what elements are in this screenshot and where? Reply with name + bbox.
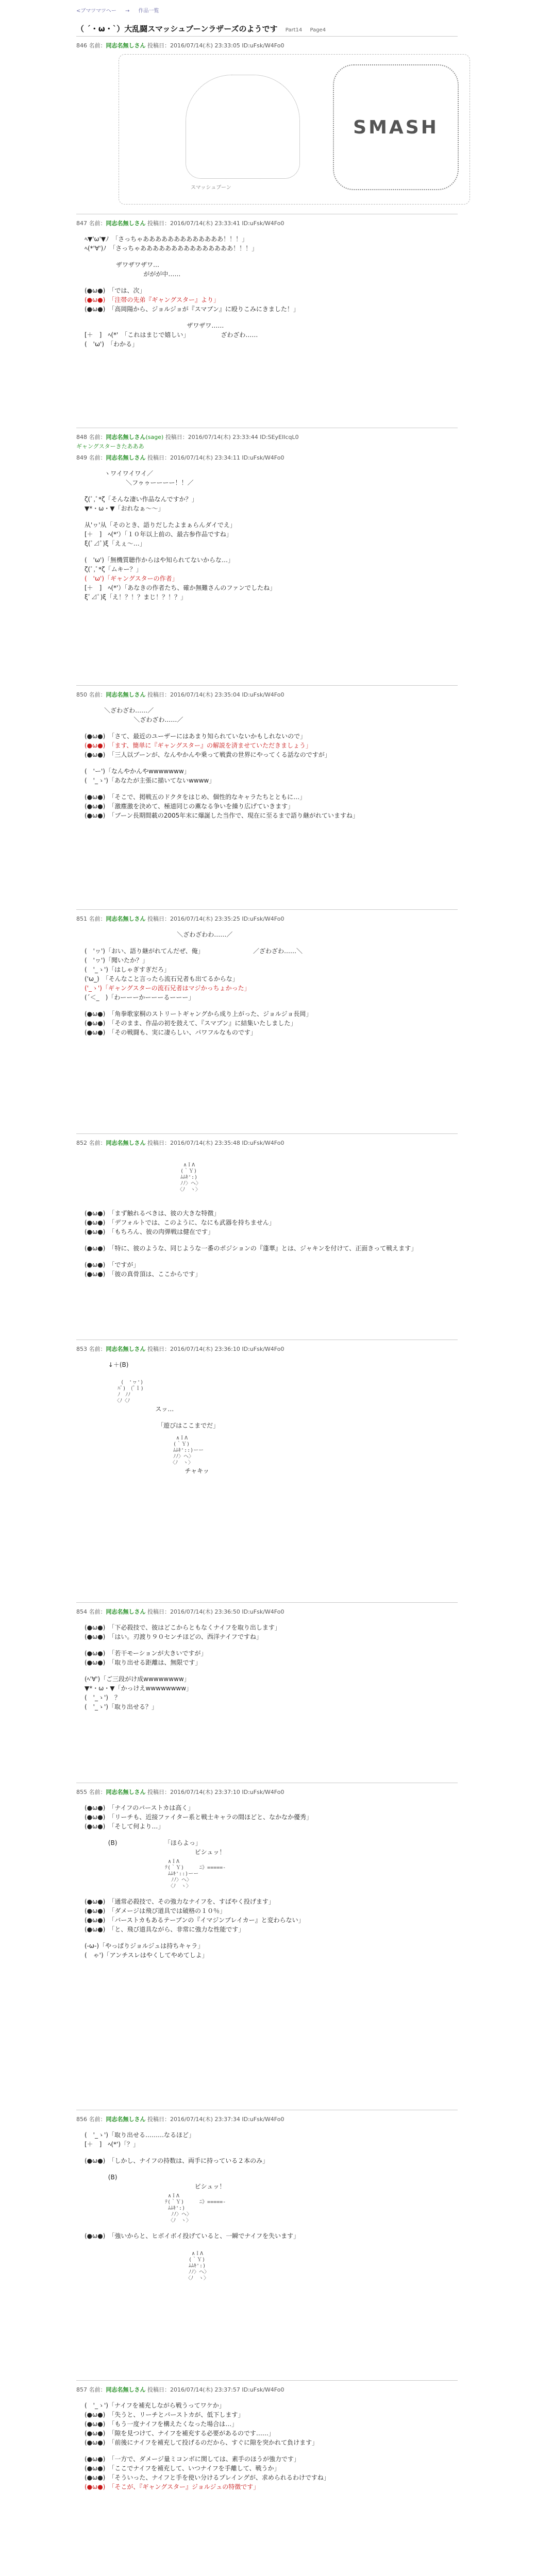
name-label: 名前： — [89, 42, 106, 49]
post-line: ＼ざわざわ……／ — [85, 716, 183, 723]
post-848 — [76, 433, 458, 450]
divider — [76, 36, 458, 37]
post-line: ( 'ヮ')「聞いたか？」 — [85, 957, 148, 964]
poster-name: 同志名無しさん — [106, 1346, 146, 1352]
post-line: ( ゃ')「アンチスレはやくしてやめてしよ」 — [85, 1952, 208, 1959]
post-855 — [76, 1788, 458, 1960]
post-line: (●ω●) 「注帯の先弟『ギャングスター』より」 — [85, 296, 220, 303]
post-857 — [76, 2385, 458, 2492]
post-line: (●ω●) 「若干モーションが大きいですが」 — [85, 1650, 207, 1657]
post-line: ザワザワ…… — [85, 322, 224, 329]
post-number: 850 — [76, 691, 87, 698]
post-header — [76, 1607, 458, 1616]
post-line: (●ω●) 「その戦闘も、実に凄らしい、パワフルなものです」 — [85, 1029, 257, 1036]
poster-name: 同志名無しさん — [106, 2386, 146, 2393]
divider — [76, 909, 458, 910]
post-id[interactable]: ID:uFsk/W4Fo0 — [242, 2386, 284, 2393]
post-header — [76, 1139, 458, 1147]
post-header — [76, 914, 458, 923]
post-line: 从'ヮ'从「そのとき、語りだしたよまぁらんダイでえ」 — [85, 521, 236, 529]
post-id[interactable]: ID:uFsk/W4Fo0 — [242, 691, 284, 698]
post-line: (●ω●) 「バーストカもあるテーブンの『イマジンブレイカー』と変わらない」 — [85, 1917, 305, 1924]
post-line: (●ω●) 「通常必殺技で、その強力なナイフを、すばやく投げます」 — [85, 1898, 275, 1905]
post-line: (●ω●) 「もう一度ナイフを構えたくなった場合は…」 — [85, 2420, 238, 2428]
post-date: 投稿日：2016/07/14(木) 23:35:25 — [147, 916, 240, 922]
post-body — [85, 1360, 458, 1476]
name-label: 名前： — [89, 1140, 106, 1146]
post-number: 852 — [76, 1140, 87, 1146]
post-854 — [76, 1607, 458, 1711]
post-body — [85, 930, 458, 1037]
post-line: ξ(ﾟ⊿ﾟ)ξ「えぇ～…」 — [85, 540, 146, 547]
ascii-art-character: ∧ＩΛ (｀Ｙ) ﾑﾑｷ':) ﾉﾉ〉ヘ〉 〈ﾉ ヽ〉 — [177, 1162, 202, 1193]
post-date: 投稿日：2016/07/14(木) 23:33:05 — [147, 42, 240, 49]
post-body — [85, 469, 458, 602]
post-line: (●ω●) 「一方で、ダメージ量ミコンボに関しては、素手のほうが強力です」 — [85, 2455, 300, 2463]
nav-separator: → — [125, 8, 130, 14]
post-id[interactable]: ID:uFsk/W4Fo0 — [242, 220, 284, 227]
post-id[interactable]: ID:uFsk/W4Fo0 — [242, 2116, 284, 2123]
post-line: (B) — [85, 2174, 118, 2181]
post-line: ( '_ゝ')「取り出せる？」 — [85, 1703, 158, 1710]
post-line: ザワザワザワ… — [85, 261, 160, 268]
post-line: (●ω●) 「隙を見つけて、ナイフを補充する必要があるのです……」 — [85, 2430, 275, 2437]
post-reply-text: ギャングスターきたあああ — [76, 443, 144, 450]
post-line: (´＜_ )「わーーーかーーーるーーー」 — [85, 994, 195, 1001]
post-line: ががが中…… — [85, 270, 181, 278]
post-body — [85, 706, 458, 820]
ascii-art-character: ∧ＩΛ (｀Ｙ) ﾑﾑｷ':) ﾉﾉ〉ヘ〉 〈ﾉ ヽ〉 — [186, 2251, 210, 2281]
post-line: (ﾍ'∀')「ご三段がけ成wwwwwwww」 — [85, 1675, 190, 1683]
name-label: 名前： — [89, 691, 106, 698]
breadcrumb — [76, 6, 166, 14]
ascii-art-character: ∧ＩΛ ﾃ(｀Ｙ) ﾆ》=====- ﾑﾑｷ':) ﾉﾉ〉ヘ〉 〈ﾉ ヽ〉 — [165, 2193, 226, 2224]
post-line: (●ω●) 「高岡陽から、ジョルジョが『スマブン』に殴りこみにきました！」 — [85, 306, 299, 313]
post-header — [76, 453, 458, 462]
ascii-art-character: ∧ＩΛ (｀Ｙ) ﾑﾑｷ'::)ーー ﾉﾉ〉ヘ〉 〈ﾉ ヽ〉 — [170, 1435, 204, 1466]
post-line: (●ω●) 「しかし、ナイフの持数は、両手に持っている２本のみ」 — [85, 2157, 269, 2164]
post-line: (●ω●) 「角拳歌家桐のストリートギャングから成り上がった、ジョルジョ長岡」 — [85, 1010, 312, 1018]
post-line: ( 'ω')「無機質聴作からはや知られてないからな…」 — [85, 556, 234, 564]
name-label: 名前： — [89, 1346, 106, 1352]
post-number: 851 — [76, 916, 87, 922]
post-number: 857 — [76, 2386, 87, 2393]
divider — [76, 1133, 458, 1134]
post-number: 846 — [76, 42, 87, 49]
post-847 — [76, 219, 458, 349]
post-line: ▼*・ω・▼「かっけえwwwwwwww」 — [85, 1685, 193, 1692]
post-line: ( '_ゝ')「あなたが主張に描いてないwwww」 — [85, 777, 215, 784]
poster-name: 同志名無しさん — [106, 1140, 146, 1146]
poster-name: 同志名無しさん — [106, 691, 146, 698]
post-line: ζ(ﾟ,ﾟ*ζ「ムキー？」 — [85, 566, 142, 573]
post-date: 投稿日：2016/07/14(木) 23:37:10 — [147, 1789, 240, 1795]
ascii-art-character: ∧ＩΛ ﾃ(｀Ｙ) ﾆ》=====- ﾑﾑｷ'::)ーー ﾉﾉ〉ヘ〉 〈ﾉ ヽ〉 — [165, 1859, 226, 1889]
sage-tag: (sage) — [145, 434, 164, 440]
post-line: (●ω●) 「そこで、掲戦五のドクタをはじめ、個性的なキャラたちとともに…」 — [85, 793, 306, 801]
name-label: 名前： — [89, 2386, 106, 2393]
post-line: ﾍ▼'ω'▼ﾉ 「さっちゃあああああああああああああ！！！」 — [85, 235, 248, 243]
post-850 — [76, 690, 458, 820]
post-851 — [76, 914, 458, 1037]
page-label[interactable]: Page4 — [310, 27, 326, 33]
post-date: 投稿日：2016/07/14(木) 23:33:41 — [147, 220, 240, 227]
post-line: ﾍ(*'∀')ﾉ 「さっちゃあああああああああああああああ！！！」 — [85, 245, 258, 252]
post-line: ζ(ﾟ,ﾟ*ζ「そんな凄い作品なんですか？」 — [85, 496, 198, 503]
post-line: ↓＋(B) — [85, 1361, 129, 1368]
post-line: ( 'ー')「なんやかんやwwwwwww」 — [85, 768, 190, 775]
post-line: ▼*・ω・▼「おれなぁ～～」 — [85, 505, 164, 512]
post-line: (●ω●) 「彼の真骨頂は、ここからです」 — [85, 1270, 202, 1278]
nav-list-link[interactable]: 作品一覧 — [138, 8, 159, 14]
post-number: 856 — [76, 2116, 87, 2123]
post-number: 849 — [76, 454, 87, 461]
post-line: ( '_ゝ')「はしゃぎすぎだろ」 — [85, 966, 170, 973]
post-body — [85, 2401, 458, 2492]
post-body — [85, 1209, 458, 1279]
post-id[interactable]: ID:uFsk/W4Fo0 — [242, 1346, 284, 1352]
post-date: 投稿日：2016/07/14(木) 23:37:34 — [147, 2116, 240, 2123]
post-line: [＋ ] ﾍ(*' 「これはまじで嬉しい」 ざわざわ…… — [85, 331, 258, 338]
post-line: チャキッ — [85, 1467, 209, 1475]
post-header — [76, 2385, 458, 2394]
post-line: ( 'ヮ')「おい、語り継がれてんだぜ、俺」 ／ざわざわ……＼ — [85, 947, 303, 955]
nav-home-link[interactable]: <ブマツマツヘー — [76, 8, 116, 14]
post-line: (●ω●) 「そういった、ナイフと手を使い分けるプレイングが、求められるわけですね」 — [85, 2474, 330, 2481]
name-label: 名前： — [89, 434, 106, 440]
post-line: ( 'ω')「ギャングスターの作者」 — [85, 575, 178, 582]
post-852 — [76, 1139, 458, 1279]
name-label: 名前： — [89, 220, 106, 227]
divider — [76, 685, 458, 686]
post-date: 投稿日：2016/07/14(木) 23:37:57 — [147, 2386, 240, 2393]
post-date: 投稿日：2016/07/14(木) 23:35:48 — [147, 1140, 240, 1146]
name-label: 名前： — [89, 1789, 106, 1795]
post-date: 投稿日：2016/07/14(木) 23:36:50 — [147, 1608, 240, 1615]
name-label: 名前： — [89, 1608, 106, 1615]
post-line: ＼ざわざわわ……／ — [85, 931, 233, 938]
post-header — [76, 219, 458, 227]
ascii-art-caption: スマッシュブーン — [191, 185, 231, 191]
ascii-art-character — [186, 75, 300, 179]
thread-title: （ ´・ω・`）大乱闘スマッシュブーンラザーズのようです — [76, 24, 278, 33]
post-date: 投稿日：2016/07/14(木) 23:34:11 — [147, 454, 240, 461]
post-line: (●ω●) 「リーチも、近接ファイター系と戦士キャラの間ほどと、なかなか優秀」 — [85, 1814, 313, 1821]
name-label: 名前： — [89, 454, 106, 461]
post-date: 投稿日：2016/07/14(木) 23:36:10 — [147, 1346, 240, 1352]
name-label: 名前： — [89, 916, 106, 922]
post-line: (●ω●) 「特に、彼のような、同じような一番のポジションの『蓬華』とは、ジャキンを付けて、正面きって戦えます」 — [85, 1245, 417, 1252]
post-header — [76, 433, 458, 441]
post-id[interactable]: ID:uFsk/W4Fo0 — [242, 42, 284, 49]
ascii-art-logo: SMASH — [333, 64, 459, 190]
ascii-art-banner — [88, 54, 469, 209]
post-line: (●ω●) 「失うと、リーチとパーストカが、低下します」 — [85, 2411, 244, 2418]
poster-name: 同志名無しさん — [106, 454, 146, 461]
post-line: (●ω●) 「三人以ブーンが、なんやかんや乗って戦貴の世界にやってくる話なのですが」 — [85, 751, 331, 758]
post-line: [＋ ] ﾍ(*')「？」 — [85, 2141, 140, 2148]
post-number: 855 — [76, 1789, 87, 1795]
post-line: スッ… — [85, 1405, 174, 1413]
part-label[interactable]: Part14 — [285, 27, 303, 33]
post-line: (●ω●) 「さて、最近のユーザーにはあまり知られていないかもしれないので」 — [85, 733, 307, 740]
post-id[interactable]: ID:uFsk/W4Fo0 — [242, 1608, 284, 1615]
post-line: (●ω●) 「ナイフのバーストカは高く」 — [85, 1804, 194, 1811]
ascii-art-character: ( 'ヮ') ﾊﾞ) (ﾞｌ) ﾉ ﾉﾉ 〈ﾉ〈ﾉ — [114, 1380, 144, 1404]
post-line: ビシュッ！ — [85, 1849, 226, 1856]
post-line: ξﾟ⊿ﾟ)ξ「え！？！？まじ！？！？」 — [85, 594, 187, 601]
post-line: ヽワイワイワイ／ — [85, 470, 154, 477]
post-header — [76, 41, 458, 49]
post-date: 投稿日：2016/07/14(木) 23:33:44 — [165, 434, 258, 440]
post-849 — [76, 453, 458, 602]
post-line: ( '_ゝ')「ナイフを補充しながら戦うってワケか」 — [85, 2402, 225, 2409]
post-id[interactable]: ID:uFsk/W4Fo0 — [242, 1789, 284, 1795]
post-line: (●ω●) 「ブーン長期間載の2005年末に爆誕した当作で、現在に至るまで語り継がれていますね」 — [85, 812, 359, 819]
post-line: (B) 「ほらよっ」 — [85, 1839, 202, 1846]
post-line: ( '_ゝ')「取り出せる………なるほど」 — [85, 2131, 195, 2139]
post-line: (●ω●) 「デフォルトでは、このように、なにも武器を持ちません」 — [85, 1219, 275, 1226]
post-line: ビシュッ！ — [85, 2183, 226, 2190]
post-line: (●ω●) 「ダメージは飛び道具では破格の１０％」 — [85, 1907, 226, 1914]
post-id[interactable]: ID:uFsk/W4Fo0 — [242, 916, 284, 922]
poster-name: 同志名無しさん — [106, 220, 146, 227]
post-body — [85, 2130, 458, 2282]
post-line: (●ω●) 「と、飛び道具ながら、非常に強力な性能です」 — [85, 1926, 245, 1933]
post-id[interactable]: ID:uFsk/W4Fo0 — [242, 454, 284, 461]
post-line: ( 'ω') 「わかる」 — [85, 341, 139, 348]
post-line: (●ω●) 「ます、簡単に『ギャングスター』の解説を済ませていただきましょう」 — [85, 742, 312, 749]
post-line: ( '_ゝ') ？ — [85, 1694, 121, 1701]
poster-name: 同志名無しさん — [106, 1608, 146, 1615]
poster-name: 同志名無しさん — [106, 1789, 146, 1795]
post-header — [76, 1788, 458, 1796]
post-number: 848 — [76, 434, 87, 440]
post-line: (●ω●) 「ここでナイフを補充して、いつナイフを手離して、戦うか」 — [85, 2465, 280, 2472]
post-body — [85, 234, 458, 349]
post-line: (●ω●) 「強いからと、ヒボイボイ投げていると、一瞬でナイフを失います」 — [85, 2232, 300, 2240]
post-853 — [76, 1345, 458, 1476]
page-title — [76, 23, 326, 34]
divider — [76, 1602, 458, 1603]
post-id[interactable]: ID:uFsk/W4Fo0 — [242, 1140, 284, 1146]
post-846 — [76, 41, 458, 49]
post-line: ＼ざわざわ……／ — [85, 707, 154, 714]
post-line: ＼フゥゥーーーー！！／ — [85, 479, 194, 486]
post-number: 847 — [76, 220, 87, 227]
post-line: (●ω●) 「そのまま、作品の初を鼓えて、『スマブン』に結集いたしました」 — [85, 1020, 297, 1027]
post-line: ('ω_) 「そんなこと言ったら流石兄者も出てるからな」 — [85, 975, 239, 982]
post-line: (●ω●) 「ですが」 — [85, 1261, 140, 1268]
poster-name: 同志名無しさん — [106, 42, 146, 49]
poster-name: 同志名無しさん — [106, 916, 146, 922]
post-line: (●ω●) 「取り出せる距離は、無限です」 — [85, 1659, 202, 1666]
poster-name: 同志名無しさん — [106, 2116, 146, 2123]
post-line: (●ω●) 「そこが、『ギャングスター』ジョルジュの特徴です」 — [85, 2483, 260, 2490]
post-line: (●ω●) 「下必殺技で、彼はどこからともなくナイフを取り出します」 — [85, 1624, 281, 1631]
post-line: (●ω●) 「そして何より…」 — [85, 1823, 164, 1830]
post-line: (●ω●) 「では、次」 — [85, 287, 146, 294]
post-header — [76, 2115, 458, 2123]
post-number: 854 — [76, 1608, 87, 1615]
post-id[interactable]: ID:SEyEIIcqL0 — [260, 434, 299, 440]
divider — [76, 2380, 458, 2381]
post-line: (●ω●) 「前後にナイフを補充して投げるのだから、すぐに隙を突かれて負けます」 — [85, 2439, 319, 2446]
post-856 — [76, 2115, 458, 2282]
post-line: [＋ ] ﾍ(*'）「あなきの作者たち、確か無難さんのファンでしたね」 — [85, 584, 276, 591]
post-date: 投稿日：2016/07/14(木) 23:35:04 — [147, 691, 240, 698]
post-body — [85, 1623, 458, 1711]
poster-name: 同志名無しさん — [106, 434, 146, 440]
post-line: [＋ ] ﾍ(*'）「１０年以上前の、最古参作品ですね」 — [85, 531, 232, 538]
post-line: (●ω●) 「はい。刃渡り９０センチほどの、西洋ナイフですね」 — [85, 1633, 263, 1640]
post-line: (●ω●) 「激塵激を決めて、極道同じの薫なる争いを繰り広げていきます」 — [85, 803, 294, 810]
post-line: ('_ゝ')「ギャングスターの流石兄者はマジかっちょかった」 — [85, 985, 250, 992]
post-line: (-ω-)「やっぱりジョルジュは持ちキャラ」 — [85, 1942, 204, 1950]
post-line: (●ω●) 「もちろん、彼の肉弾戦は健在です」 — [85, 1228, 214, 1235]
post-header — [76, 1345, 458, 1353]
post-body — [85, 1803, 458, 1960]
post-line: (●ω●) 「まず触れるべきは、彼の大きな特徴」 — [85, 1210, 220, 1217]
post-number: 853 — [76, 1346, 87, 1352]
name-label: 名前： — [89, 2116, 106, 2123]
post-line: 「遊びはここまでだ」 — [85, 1422, 220, 1429]
post-header — [76, 690, 458, 699]
